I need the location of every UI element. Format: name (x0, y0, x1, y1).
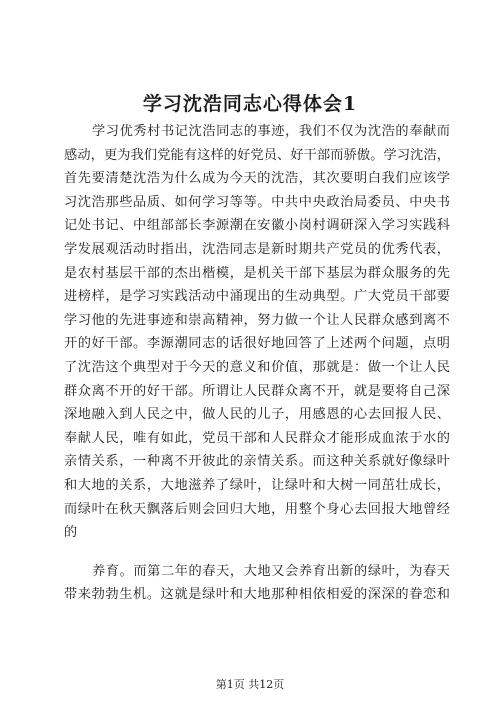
paragraph-line: 进榜样，是学习实践活动中涌现出的生动典型。广大党员干部要 (64, 289, 450, 305)
paragraph-gap (64, 545, 450, 560)
paragraph-1 (64, 120, 450, 545)
paragraph-line: 了沈浩这个典型对于今天的意义和价值，那就是：做一个让人民 (64, 359, 450, 375)
paragraph-line: 和大地的关系，大地滋养了绿叶，让绿叶和大树一同茁壮成长， (64, 477, 450, 493)
paragraph-line: 是农村基层干部的杰出楷模，是机关干部下基层为群众服务的先 (64, 265, 450, 281)
paragraph-line: 的 (64, 525, 78, 541)
paragraph-line: 养育。而第二年的春天，大地又会养育出新的绿叶，为春天 (92, 563, 450, 579)
paragraph-line: 学发展观活动时指出，沈浩同志是新时期共产党员的优秀代表， (64, 241, 450, 257)
paragraph-line: 而绿叶在秋天飘落后则会回归大地，用整个身心去回报大地曾经 (64, 501, 450, 517)
paragraph-line: 深地融入到人民之中，做人民的儿子，用感恩的心去回报人民、 (64, 407, 450, 423)
paragraph-line: 首先要清楚沈浩为什么成为今天的沈浩，其次要明白我们应该学 (64, 171, 450, 187)
paragraph-line: 群众离不开的好干部。所谓让人民群众离不开，就是要将自己深 (64, 383, 450, 399)
paragraph-line: 记处书记、中组部部长李源潮在安徽小岗村调研深入学习实践科 (64, 218, 450, 234)
document-body (64, 120, 450, 607)
paragraph-line: 感动，更为我们党能有这样的好党员、好干部而骄傲。学习沈浩， (64, 147, 450, 163)
document-title: 学习沈浩同志心得体会1 (142, 93, 358, 115)
paragraph-line: 带来勃勃生机。这就是绿叶和大地那种相依相爱的深深的眷恋和 (64, 587, 450, 603)
paragraph-line: 奉献人民，唯有如此，党员干部和人民群众才能形成血浓于水的 (64, 430, 450, 446)
paragraph-line: 习沈浩那些品质、如何学习等等。中共中央政治局委员、中央书 (64, 194, 450, 210)
paragraph-line: 学习优秀村书记沈浩同志的事迹，我们不仅为沈浩的奉献而 (92, 124, 450, 139)
paragraph-line: 亲情关系，一种离不开彼此的亲情关系。而这种关系就好像绿叶 (64, 454, 450, 470)
paragraph-2 (64, 560, 450, 607)
page-footer: 第1页 共12页 (215, 678, 285, 691)
paragraph-line: 学习他的先进事迹和崇高精神，努力做一个让人民群众感到离不 (64, 312, 450, 328)
paragraph-line: 开的好干部。李源潮同志的话很好地回答了上述两个问题，点明 (64, 336, 450, 352)
